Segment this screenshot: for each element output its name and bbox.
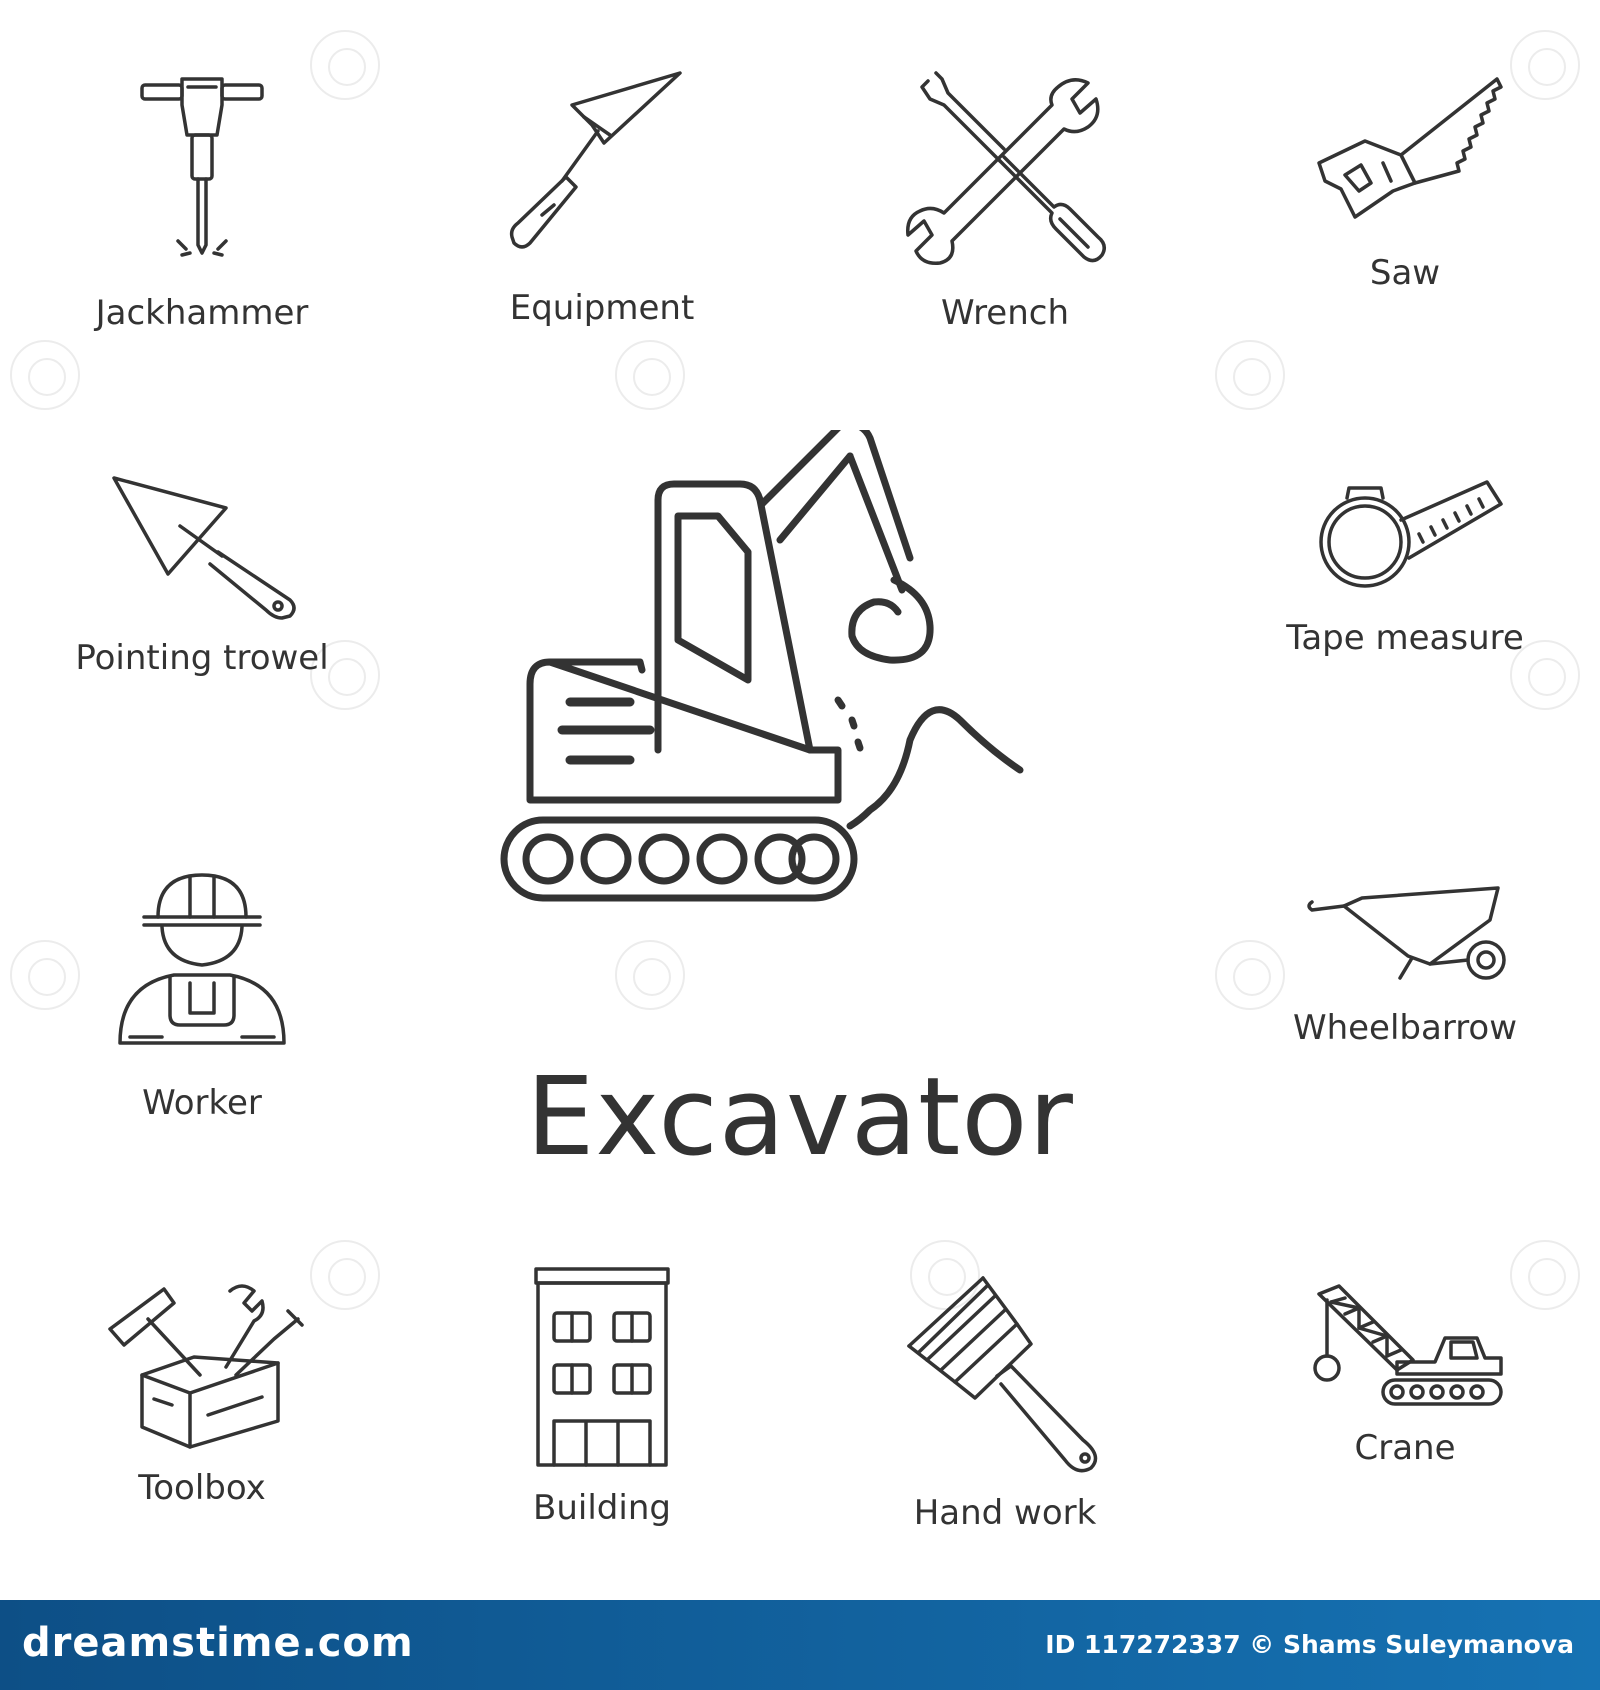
- saw-item: [1255, 65, 1555, 293]
- wrench-screwdriver-icon: [900, 65, 1110, 275]
- toolbox-label: Toolbox: [138, 1468, 266, 1508]
- pointing-trowel-icon: [102, 470, 302, 620]
- dreamstime-logo[interactable]: dreamstime.com: [22, 1620, 414, 1666]
- building-icon: [532, 1265, 672, 1470]
- wheelbarrow-icon: [1300, 880, 1510, 990]
- watermark-ring: [615, 340, 685, 410]
- jackhammer-item: [52, 65, 352, 333]
- toolbox-item: [52, 1275, 352, 1508]
- jackhammer-label: Jackhammer: [95, 293, 309, 333]
- footer-bar: [0, 1600, 1600, 1690]
- hand-work-item: [855, 1270, 1155, 1533]
- saw-icon: [1305, 65, 1505, 235]
- tape-measure-item: [1255, 480, 1555, 658]
- watermark-ring: [615, 940, 685, 1010]
- watermark-ring: [1215, 340, 1285, 410]
- wrench-item: [855, 65, 1155, 333]
- pointing-trowel-item: [52, 470, 352, 678]
- trowel-equipment-icon: [502, 65, 702, 270]
- wheelbarrow-item: [1255, 880, 1555, 1048]
- worker-label: Worker: [142, 1083, 262, 1123]
- building-label: Building: [533, 1488, 671, 1528]
- wrench-label: Wrench: [940, 293, 1070, 333]
- saw-label: Saw: [1369, 253, 1441, 293]
- tape-measure-icon: [1305, 480, 1505, 600]
- pointing-trowel-label: Pointing trowel: [75, 638, 329, 678]
- page-title: Excavator: [526, 1055, 1074, 1180]
- jackhammer-icon: [122, 65, 282, 275]
- toolbox-icon: [102, 1275, 302, 1450]
- hand-work-label: Hand work: [913, 1493, 1097, 1533]
- crane-icon: [1305, 1280, 1505, 1410]
- worker-item: [52, 865, 352, 1123]
- wheelbarrow-label: Wheelbarrow: [1292, 1008, 1518, 1048]
- equipment-item: [452, 65, 752, 328]
- tape-measure-label: Tape measure: [1286, 618, 1524, 658]
- building-item: [452, 1265, 752, 1528]
- excavator-icon: [490, 430, 1120, 930]
- image-credit: ID 117272337 © Shams Suleymanova: [1045, 1630, 1574, 1659]
- crane-label: Crane: [1354, 1428, 1456, 1468]
- watermark-ring: [10, 340, 80, 410]
- worker-icon: [112, 865, 292, 1065]
- equipment-label: Equipment: [509, 288, 695, 328]
- crane-item: [1255, 1280, 1555, 1468]
- paintbrush-icon: [905, 1270, 1105, 1475]
